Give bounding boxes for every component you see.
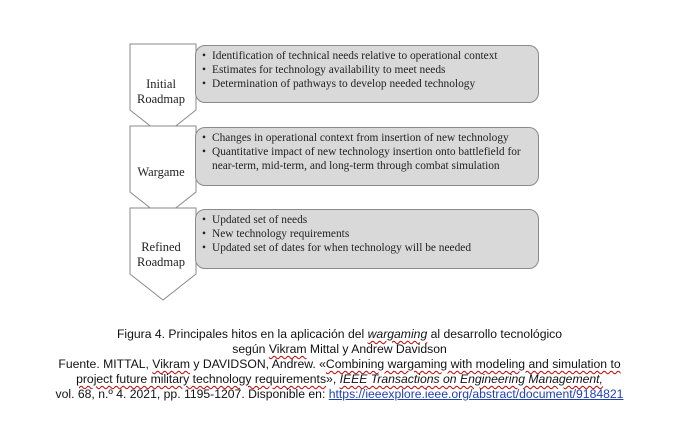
stage-box-initial-roadmap — [195, 45, 539, 103]
stage-box-refined-roadmap — [195, 209, 539, 269]
figure-caption-line-2 — [0, 342, 679, 357]
source-text: vol. 68, n.º 4. 2021, pp. 1195-1207. Disponible en: — [55, 387, 329, 401]
source-author-name: Vikram — [152, 357, 190, 371]
bullet-item: • Updated set of dates for when technology will be needed — [202, 241, 532, 255]
source-text: Fuente. MITTAL, — [58, 357, 153, 371]
source-line-1 — [0, 357, 679, 372]
source-journal-name: IEEE Transactions on Engineering Management, — [339, 372, 603, 386]
figure-caption-line-1 — [0, 327, 679, 342]
caption-text: al desarrollo tecnológico — [427, 327, 563, 341]
source-link[interactable]: https://ieeexplore.ieee.org/abstract/document/9184821 — [328, 387, 624, 401]
source-text: », — [326, 372, 340, 386]
bullet-item: • Changes in operational context from insertion of new technology — [202, 131, 532, 145]
source-line-3 — [0, 387, 679, 402]
caption-text: según — [232, 342, 269, 356]
source-article-title: project future military technology requirements — [76, 372, 327, 386]
bullet-item: • Identification of technical needs relative to operational context — [202, 49, 532, 63]
stage-label-line: Roadmap — [137, 92, 185, 106]
bullet-item: • Updated set of needs — [202, 213, 532, 227]
source-text: y DAVIDSON, Andrew. « — [190, 357, 326, 371]
stage-label-initial-roadmap — [128, 77, 194, 107]
caption-term-wargaming: wargaming — [367, 327, 428, 341]
stage-label-wargame — [128, 165, 194, 180]
caption-text: Figura 4. Principales hitos en la aplicación del — [116, 327, 368, 341]
caption-author-name: Vikram — [268, 342, 307, 356]
stage-label-refined-roadmap — [128, 240, 194, 270]
stage-label-line: Wargame — [137, 165, 185, 179]
source-line-2 — [0, 372, 679, 387]
bullet-item: • Estimates for technology availability to meet needs — [202, 63, 532, 77]
stage-box-wargame — [195, 127, 539, 186]
bullet-item: • Determination of pathways to develop needed technology — [202, 77, 532, 91]
stage-label-line: Initial — [146, 77, 176, 91]
bullet-item: • New technology requirements — [202, 227, 532, 241]
bullet-item: • Quantitative impact of new technology insertion onto battlefield for near-term, mid-term, and long-term through combat simulation — [202, 145, 532, 173]
source-article-title: Combining wargaming with modeling and simulation to — [325, 357, 621, 371]
stage-label-line: Roadmap — [137, 255, 185, 269]
stage-label-line: Refined — [141, 240, 181, 254]
caption-text: Mittal y Andrew Davidson — [306, 342, 447, 356]
